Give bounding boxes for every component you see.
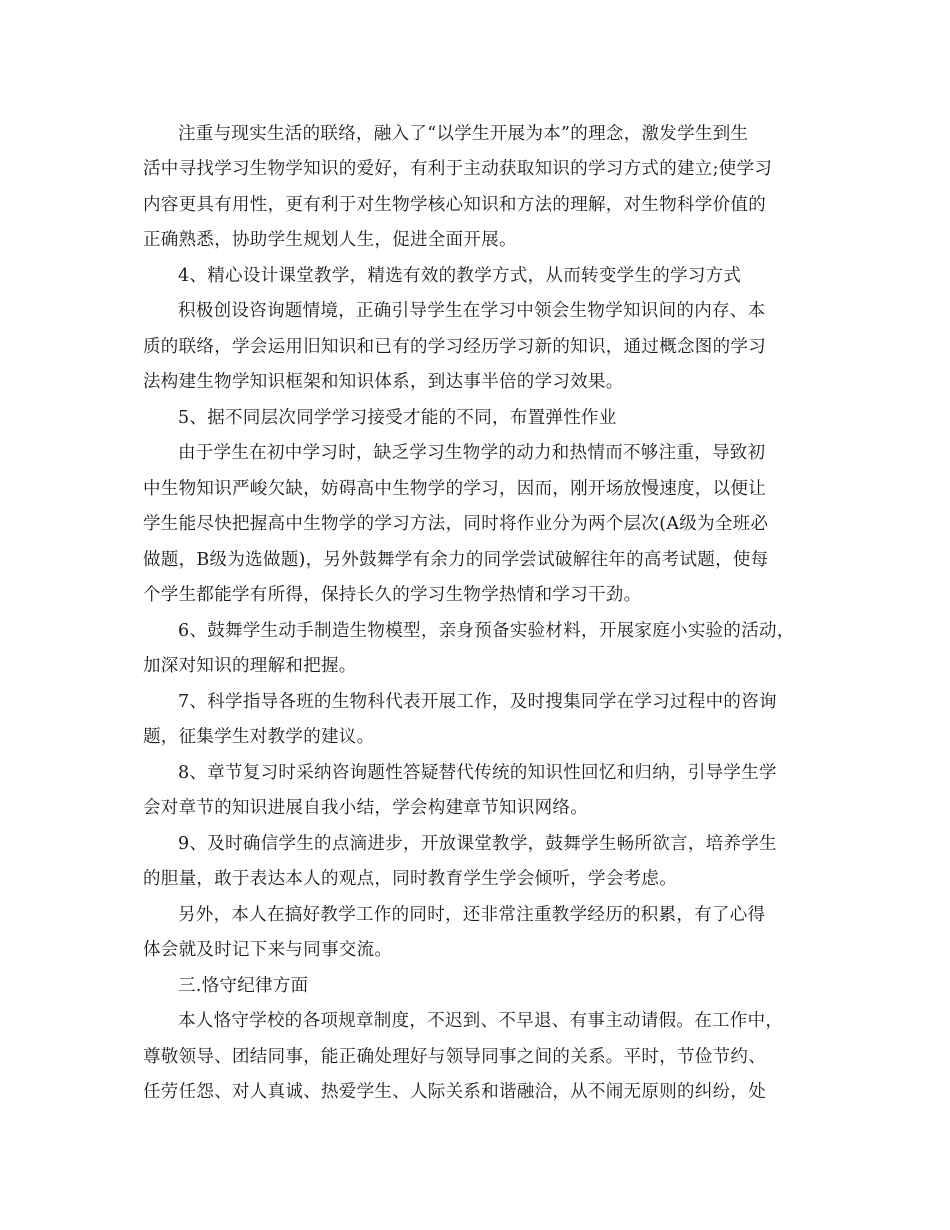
text-line: 本人恪守学校的各项规章制度，不迟到、不早退、有事主动请假。在工作中， [178,1011,784,1031]
text-line: 个学生都能学有所得，保持长久的学习生物学热情和学习干劲。 [143,585,642,605]
text-line: 6、鼓舞学生动手制造生物模型，亲身预备实验材料，开展家庭小实验的活动， [178,621,795,641]
text-line: 加深对知识的理解和把握。 [143,656,357,676]
text-line: 8、章节复习时采纳咨询题性答疑替代传统的知识性回忆和归纳，引导学生学 [178,763,777,783]
text-line: 做题，B级为选做题)，另外鼓舞学有余力的同学尝试破解往年的高考试题，使每 [143,550,769,570]
text-line: 积极创设咨询题情境，正确引导学生在学习中领会生物学知识间的内存、本 [178,301,766,321]
text-line: 任劳任怨、对人真诚、热爱学生、人际关系和谐融洽，从不闹无原则的纠纷，处 [143,1082,766,1102]
text-line: 另外，本人在搞好教学工作的同时，还非常注重教学经历的积累，有了心得 [178,905,766,925]
text-line: 7、科学指导各班的生物科代表开展工作，及时搜集同学在学习过程中的咨询 [178,692,777,712]
text-line: 学生能尽快把握高中生物学的学习方法，同时将作业分为两个层次(A级为全班必 [143,514,769,534]
text-line: 会对章节的知识进展自我小结，学会构建章节知识网络。 [143,798,588,818]
text-line: 正确熟悉，协助学生规划人生，促进全面开展。 [143,230,517,250]
text-line: 中生物知识严峻欠缺，妨碍高中生物学的学习，因而，刚开场放慢速度，以便让 [143,479,766,499]
text-line: 内容更具有用性，更有利于对生物学核心知识和方法的理解，对生物科学价值的 [143,195,766,215]
text-line: 活中寻找学习生物学知识的爱好，有利于主动获取知识的学习方式的建立;使学习 [143,159,773,179]
text-line: 质的联络，学会运用旧知识和已有的学习经历学习新的知识，通过概念图的学习 [143,337,766,357]
text-line: 题，征集学生对教学的建议。 [143,727,375,747]
text-line: 尊敬领导、团结同事，能正确处理好与领导同事之间的关系。平时，节俭节约、 [143,1047,766,1067]
text-line: 4、精心设计课堂教学，精选有效的教学方式，从而转变学生的学习方式 [178,266,742,286]
text-line: 体会就及时记下来与同事交流。 [143,940,393,960]
text-line: 注重与现实生活的联络，融入了“以学生开展为本”的理念，激发学生到生 [178,124,749,144]
text-line: 5、据不同层次同学学习接受才能的不同，布置弹性作业 [178,408,617,428]
section-heading: 三.恪守纪律方面 [178,976,309,996]
text-line: 由于学生在初中学习时，缺乏学习生物学的动力和热情而不够注重，导致初 [178,443,766,463]
text-line: 9、及时确信学生的点滴进步，开放课堂教学，鼓舞学生畅所欲言，培养学生 [178,834,777,854]
text-line: 法构建生物学知识框架和知识体系，到达事半倍的学习效果。 [143,372,624,392]
text-line: 的胆量，敢于表达本人的观点，同时教育学生学会倾听，学会考虑。 [143,869,677,889]
